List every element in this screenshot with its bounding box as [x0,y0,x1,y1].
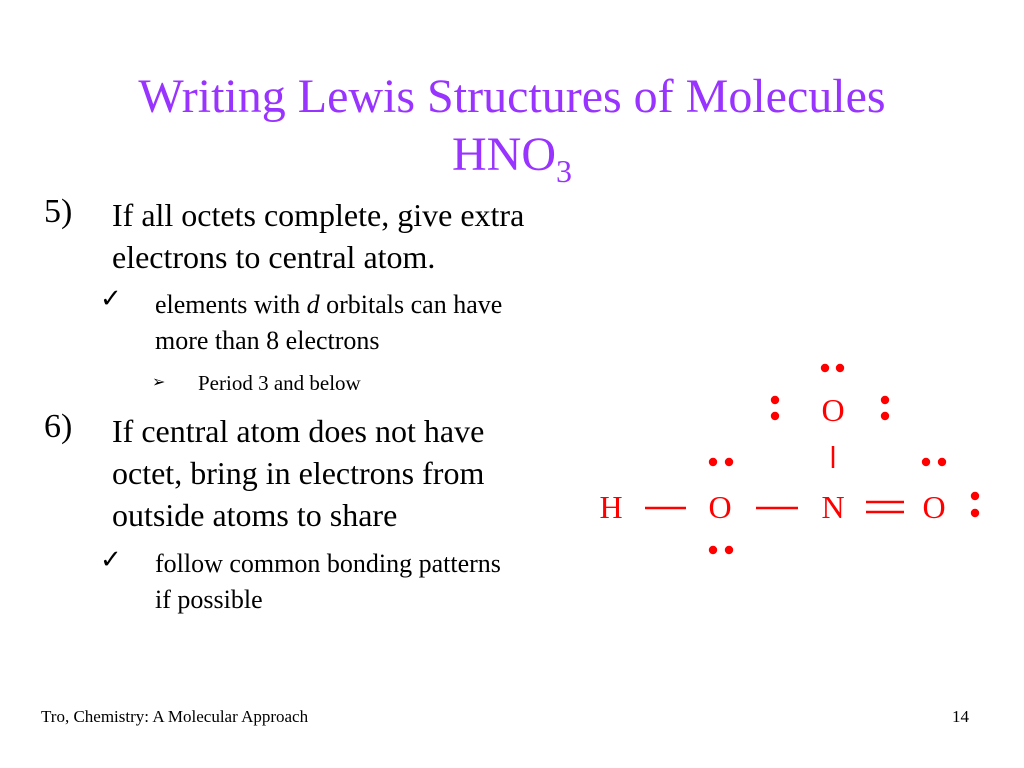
atom-o-top: O [821,392,845,428]
atom-h: H [599,489,623,525]
title-formula [0,126,1024,189]
lone-pair-dot [922,458,930,466]
lone-pair-dot [881,412,889,420]
lone-pair-dot [771,412,779,420]
lone-pair-dot [771,396,779,404]
footer-source: Tro, Chemistry: A Molecular Approach [41,707,309,726]
formula-subscript: 3 [556,153,572,189]
step-6-subpoint [155,546,501,618]
lewis-structure-hno3 [560,350,1020,570]
step-6-number: 6) [44,408,73,445]
step-6-line-3: outside atoms to share [112,497,398,533]
lone-pair-dot [725,458,733,466]
step-6-line-1: If central atom does not have [112,413,485,449]
slide-title [0,68,1024,189]
lone-pair-dot [725,546,733,554]
step-5-text [112,194,524,278]
slide-number: 14 [952,707,969,726]
atom-o-double: O [922,489,946,525]
lone-pair-dot [881,396,889,404]
lone-pair-dot [971,509,979,517]
lone-pair-dot [938,458,946,466]
step-6-text [112,410,484,536]
subpoint-line-2: more than 8 electrons [155,326,380,355]
step-5-subpoint [155,287,502,359]
step-5-line-2: electrons to central atom. [112,239,436,275]
lone-pair-dot [971,492,979,500]
atom-n: N [821,489,845,525]
step-5-number: 5) [44,193,73,230]
lone-pair-dot [836,364,844,372]
title-line1: Writing Lewis Structures of Molecules [138,70,886,123]
checkmark-icon: ✓ [100,284,122,314]
lone-pair-dot [709,546,717,554]
arrow-bullet-icon: ➢ [152,372,166,391]
period-3-note: Period 3 and below [198,371,361,395]
d-orbital-italic: d [306,290,320,319]
subpoint-text-before: elements with [155,290,307,319]
atom-o-bridge: O [708,489,732,525]
lone-pair-dot [709,458,717,466]
step-6-sub-line-2: if possible [155,585,263,614]
step-6-line-2: octet, bring in electrons from [112,455,485,491]
step-6-sub-line-1: follow common bonding patterns [155,549,501,578]
step-5-line-1: If all octets complete, give extra [112,197,525,233]
lone-pair-dot [821,364,829,372]
subpoint-text-after: orbitals can have [319,290,503,319]
formula-main: HNO [452,128,556,181]
checkmark-icon: ✓ [100,545,122,575]
